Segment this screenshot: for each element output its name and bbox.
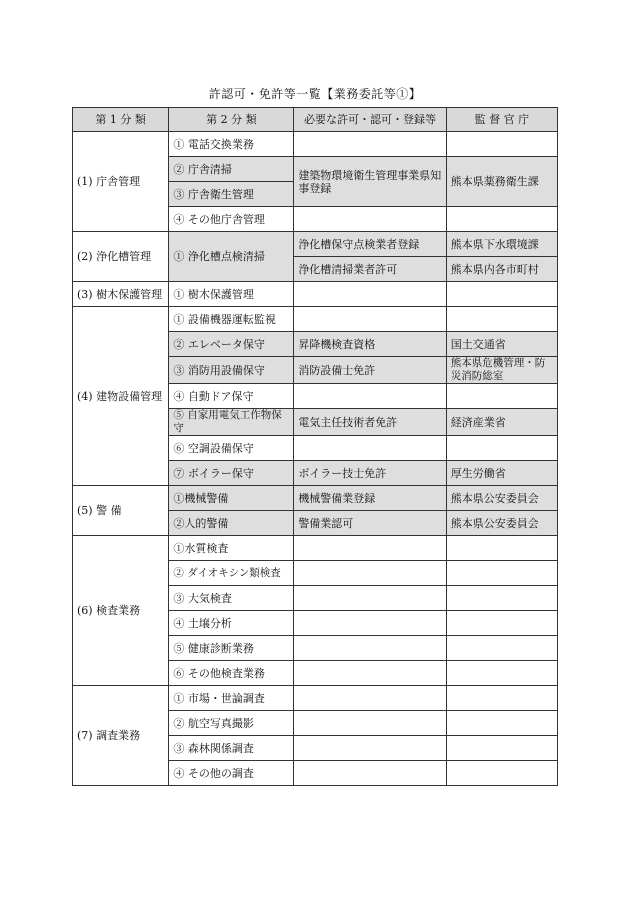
authority-cell bbox=[446, 661, 557, 686]
authority-cell bbox=[446, 711, 557, 736]
subcategory-cell: ①水質検査 bbox=[169, 536, 294, 561]
permit-cell bbox=[294, 611, 446, 636]
permit-cell: 機械警備業登録 bbox=[294, 486, 446, 511]
subcategory-cell: ⑦ ボイラー保守 bbox=[169, 461, 294, 486]
authority-cell bbox=[446, 736, 557, 761]
subcategory-cell: ⑥ その他検査業務 bbox=[169, 661, 294, 686]
permit-cell: 昇降機検査資格 bbox=[294, 332, 446, 357]
authority-cell: 厚生労働省 bbox=[446, 461, 557, 486]
subcategory-cell: ③ 消防用設備保守 bbox=[169, 357, 294, 384]
category-cell: (5) 警 備 bbox=[73, 486, 169, 536]
permit-cell bbox=[294, 384, 446, 409]
authority-cell bbox=[446, 282, 557, 307]
authority-cell bbox=[446, 686, 557, 711]
table-row bbox=[73, 536, 558, 561]
authority-cell bbox=[446, 761, 557, 786]
header-category2: 第 2 分 類 bbox=[169, 108, 294, 132]
authority-cell bbox=[446, 436, 557, 461]
category-cell: (2) 浄化槽管理 bbox=[73, 232, 169, 282]
permit-cell bbox=[294, 307, 446, 332]
authority-cell: 経済産業省 bbox=[446, 409, 557, 436]
permit-cell: 消防設備士免許 bbox=[294, 357, 446, 384]
subcategory-cell: ④ 自動ドア保守 bbox=[169, 384, 294, 409]
permit-cell: 浄化槽保守点検業者登録 bbox=[294, 232, 446, 257]
category-cell: (3) 樹木保護管理 bbox=[73, 282, 169, 307]
authority-cell bbox=[446, 611, 557, 636]
document-title: 許認可・免許等一覧【業務委託等①】 bbox=[208, 87, 422, 101]
authority-cell bbox=[446, 384, 557, 409]
subcategory-cell: ③ 庁舎衛生管理 bbox=[169, 182, 294, 207]
permit-cell bbox=[294, 586, 446, 611]
authority-cell bbox=[446, 586, 557, 611]
subcategory-cell: ② ダイオキシン類検査 bbox=[169, 561, 294, 586]
subcategory-cell: ①機械警備 bbox=[169, 486, 294, 511]
subcategory-cell: ④ その他庁舎管理 bbox=[169, 207, 294, 232]
authority-cell: 熊本県公安委員会 bbox=[446, 486, 557, 511]
header-permit: 必要な許可・認可・登録等 bbox=[294, 108, 446, 132]
permit-cell: ボイラー技士免許 bbox=[294, 461, 446, 486]
category-cell: (4) 建物設備管理 bbox=[73, 307, 169, 486]
subcategory-cell: ① 設備機器運転監視 bbox=[169, 307, 294, 332]
authority-cell: 熊本県内各市町村 bbox=[446, 257, 557, 282]
permit-cell bbox=[294, 132, 446, 157]
permit-cell: 浄化槽清掃業者許可 bbox=[294, 257, 446, 282]
subcategory-cell: ③ 森林関係調査 bbox=[169, 736, 294, 761]
permit-cell: 電気主任技術者免許 bbox=[294, 409, 446, 436]
subcategory-cell: ③ 大気検査 bbox=[169, 586, 294, 611]
permit-cell bbox=[294, 636, 446, 661]
license-table bbox=[72, 107, 558, 786]
category-cell: (6) 検査業務 bbox=[73, 536, 169, 686]
permit-cell bbox=[294, 686, 446, 711]
header-row bbox=[73, 108, 558, 132]
permit-cell bbox=[294, 711, 446, 736]
authority-cell bbox=[446, 536, 557, 561]
authority-cell bbox=[446, 207, 557, 232]
permit-cell bbox=[294, 761, 446, 786]
permit-cell: 建築物環境衛生管理事業県知事登録 bbox=[294, 157, 446, 207]
subcategory-cell: ④ 土壌分析 bbox=[169, 611, 294, 636]
permit-cell bbox=[294, 436, 446, 461]
authority-cell: 国土交通省 bbox=[446, 332, 557, 357]
permit-cell bbox=[294, 561, 446, 586]
subcategory-cell: ② エレベータ保守 bbox=[169, 332, 294, 357]
authority-cell bbox=[446, 636, 557, 661]
permit-cell bbox=[294, 736, 446, 761]
authority-cell bbox=[446, 561, 557, 586]
permit-cell bbox=[294, 661, 446, 686]
table-row bbox=[73, 307, 558, 332]
category-cell: (7) 調査業務 bbox=[73, 686, 169, 786]
subcategory-cell: ① 浄化槽点検清掃 bbox=[169, 232, 294, 282]
subcategory-cell: ②人的警備 bbox=[169, 511, 294, 536]
subcategory-cell: ⑤ 健康診断業務 bbox=[169, 636, 294, 661]
table-row bbox=[73, 232, 558, 257]
authority-cell bbox=[446, 132, 557, 157]
table-row bbox=[73, 486, 558, 511]
subcategory-cell: ④ その他の調査 bbox=[169, 761, 294, 786]
authority-cell bbox=[446, 307, 557, 332]
authority-cell: 熊本県公安委員会 bbox=[446, 511, 557, 536]
permit-cell bbox=[294, 207, 446, 232]
authority-cell: 熊本県下水環境課 bbox=[446, 232, 557, 257]
authority-cell: 熊本県薬務衛生課 bbox=[446, 157, 557, 207]
table-row bbox=[73, 686, 558, 711]
subcategory-cell: ⑤ 自家用電気工作物保守 bbox=[169, 409, 294, 436]
subcategory-cell: ① 市場・世論調査 bbox=[169, 686, 294, 711]
table-row bbox=[73, 282, 558, 307]
permit-cell bbox=[294, 536, 446, 561]
table-row bbox=[73, 132, 558, 157]
subcategory-cell: ① 樹木保護管理 bbox=[169, 282, 294, 307]
authority-cell: 熊本県危機管理・防災消防総室 bbox=[446, 357, 557, 384]
subcategory-cell: ⑥ 空調設備保守 bbox=[169, 436, 294, 461]
subcategory-cell: ② 航空写真撮影 bbox=[169, 711, 294, 736]
subcategory-cell: ② 庁舎清掃 bbox=[169, 157, 294, 182]
permit-cell: 警備業認可 bbox=[294, 511, 446, 536]
header-category1: 第 1 分 類 bbox=[73, 108, 169, 132]
header-authority: 監 督 官 庁 bbox=[446, 108, 557, 132]
subcategory-cell: ① 電話交換業務 bbox=[169, 132, 294, 157]
permit-cell bbox=[294, 282, 446, 307]
category-cell: (1) 庁舎管理 bbox=[73, 132, 169, 232]
